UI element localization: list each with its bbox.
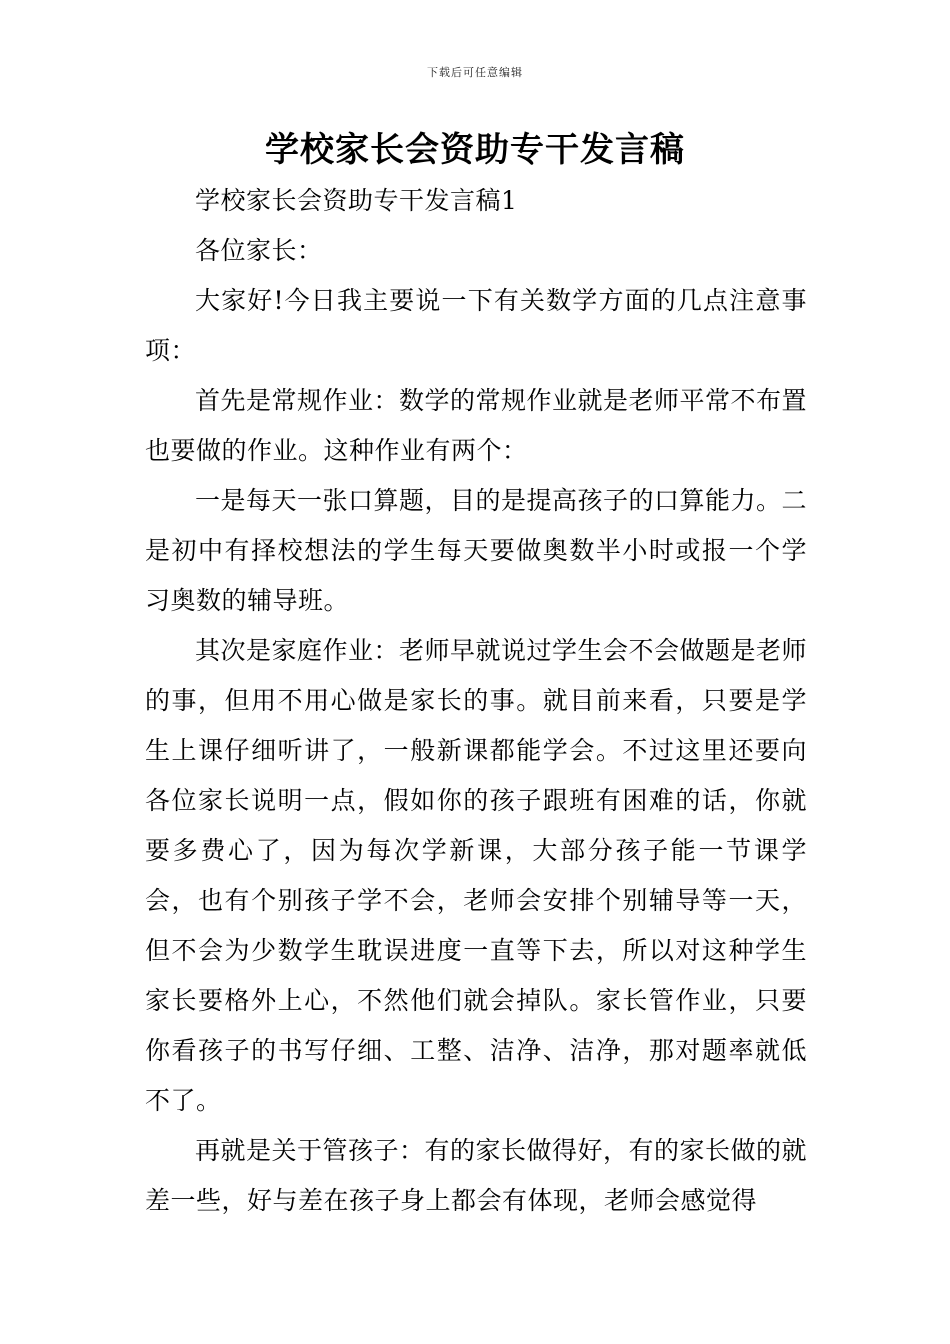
section-heading: 学校家长会资助专干发言稿1	[195, 186, 518, 215]
paragraph: 首先是常规作业：数学的常规作业就是老师平常不布置也要做的作业。这种作业有两个：	[145, 386, 808, 465]
paragraph: 大家好!今日我主要说一下有关数学方面的几点注意事项：	[145, 286, 807, 365]
paragraph: 其次是家庭作业：老师早就说过学生会不会做题是老师的事，但用不用心做是家长的事。就目前来看，只要是学生上课仔细听讲了，一般新课都能学会。不过这里还要向各位家长说明一点，假如你的孩子跟班有困难的话，你就要多费心了，因为每次学新课，大部分孩子能一节课学会，也有个别孩子学不会，老师会安排个别辅导等一天，但不会为少数学生耽误进度一直等下去，所以对这种学生家长要格外上心，不然他们就会掉队。家长管作业，只要你看孩子的书写仔细、工整、洁净、洁净，那对题率就低不了。	[145, 636, 808, 1115]
document-body	[145, 176, 807, 1226]
salutation: 各位家长：	[195, 236, 323, 265]
document-title: 学校家长会资助专干发言稿	[265, 130, 685, 170]
header-note: 下载后可任意编辑	[427, 66, 523, 79]
paragraph: 一是每天一张口算题，目的是提高孩子的口算能力。二是初中有择校想法的学生每天要做奥数半小时或报一个学习奥数的辅导班。	[145, 486, 808, 615]
paragraph: 再就是关于管孩子：有的家长做得好，有的家长做的就差一些，好与差在孩子身上都会有体现，老师会感觉得	[145, 1136, 808, 1215]
